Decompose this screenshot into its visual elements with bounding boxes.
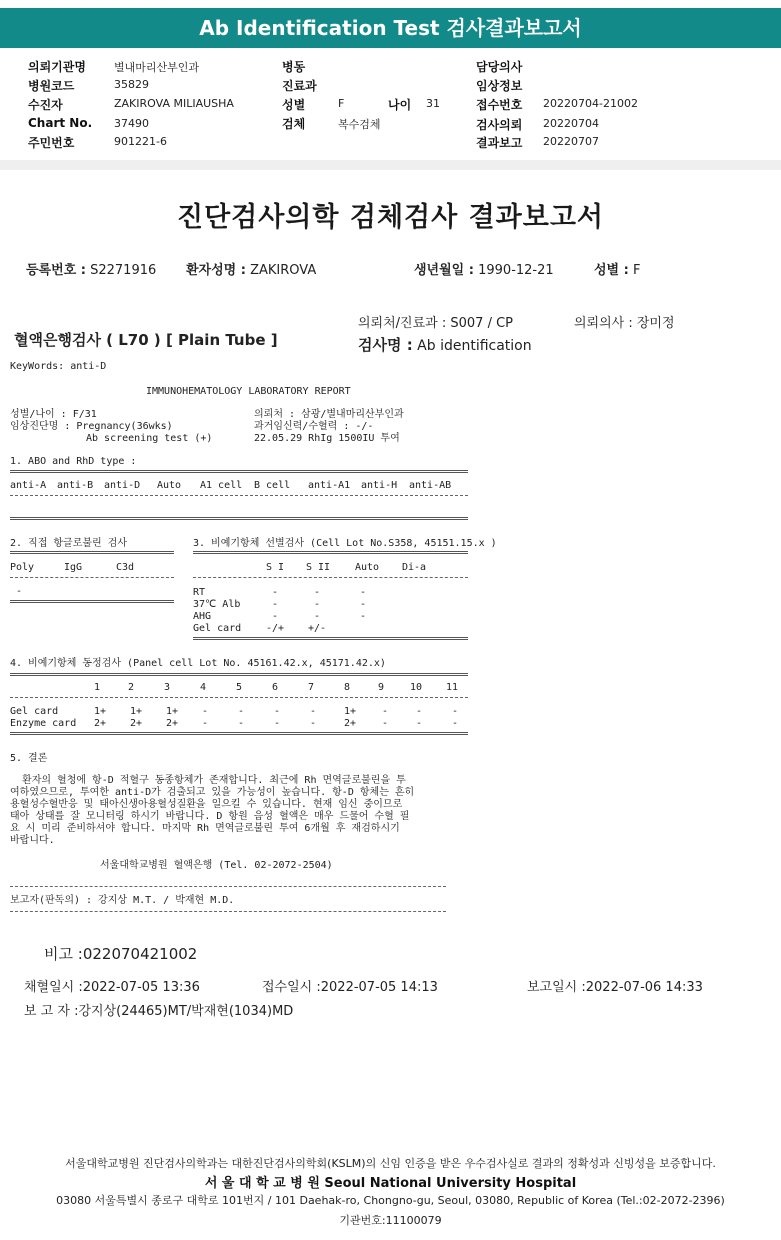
abo-header-5: B cell (254, 480, 291, 491)
requested-value: 20220704 (543, 117, 599, 130)
ward-label: 병동 (282, 60, 306, 74)
birth-date (414, 259, 554, 278)
scr-cell: -/+ (266, 623, 285, 634)
scr-cell: - (314, 611, 321, 622)
rule-double (193, 551, 468, 554)
history: 과거임신력/수혈력 : -/- (254, 421, 374, 432)
scr-cell: - (314, 599, 321, 610)
panel-cell: 2+ (344, 718, 357, 729)
name-label: 환자성명 : (186, 263, 246, 278)
section-1-title: 1. ABO and RhD type : (10, 456, 137, 467)
exam-name (358, 334, 532, 355)
panel-col: 7 (308, 682, 315, 693)
age-value: 31 (426, 97, 440, 110)
rule-double (10, 551, 174, 554)
keywords: KeyWords: anti-D (10, 361, 107, 372)
panel-cell: - (382, 706, 389, 717)
dob-value: 1990-12-21 (478, 263, 554, 278)
reporter (24, 1000, 293, 1019)
panel-cell: - (310, 706, 317, 717)
receipt-value: 20220704-21002 (543, 97, 638, 110)
certification-note: 서울대학교병원 진단검사의학과는 대한진단검사의학회(KSLM)의 신임 인증을 받은 우수검사실로 결과의 정확성과 신빙성을 보증합니다. (65, 1157, 716, 1170)
panel-row-label: Enzyme card (10, 718, 77, 729)
rule-double (193, 637, 468, 640)
panel-cell: - (274, 718, 281, 729)
received-value: 2022-07-05 14:13 (320, 980, 438, 995)
exam-label: 검사명 : (358, 336, 413, 354)
conclusion-line: 바랍니다. (10, 835, 55, 846)
panel-cell: 1+ (166, 706, 179, 717)
rule-dash (193, 577, 468, 578)
collected-label: 채혈일시 : (24, 980, 83, 995)
report-time-value: 2022-07-06 14:33 (585, 980, 703, 995)
scr-cell: - (314, 587, 321, 598)
received-label: 접수일시 : (262, 980, 321, 995)
specimen-value: 복수검체 (338, 118, 381, 131)
sex-age: 성별/나이 : F/31 (10, 409, 97, 420)
panel-col: 8 (344, 682, 351, 693)
panel-cell: 1+ (344, 706, 357, 717)
patient-name (186, 259, 316, 278)
blood-bank-contact: 서울대학교병원 혈액은행 (Tel. 02-2072-2504) (100, 860, 333, 871)
panel-cell: - (238, 706, 245, 717)
panel-cell: - (452, 706, 459, 717)
lab-title: IMMUNOHEMATOLOGY LABORATORY REPORT (146, 386, 351, 397)
hospital-code-value: 35829 (114, 78, 149, 91)
abo-header-2: anti-D (104, 480, 141, 491)
rule-double (10, 673, 468, 676)
panel-cell: - (238, 718, 245, 729)
sex-value: F (338, 97, 345, 110)
hospital-code-label: 병원코드 (28, 79, 75, 93)
section-2-title: 2. 직접 항글로불린 검사 (10, 538, 128, 549)
diagnosis-2: Ab screening test (+) (86, 433, 213, 444)
panel-col: 11 (446, 682, 459, 693)
report-banner: Ab Identification Test 검사결과보고서 (0, 8, 781, 48)
note-label: 비고 : (44, 945, 83, 963)
dat-header-0: Poly (10, 562, 35, 573)
reporter-value: 강지상(24465)MT/박재현(1034)MD (78, 1004, 294, 1019)
abo-header-0: anti-A (10, 480, 47, 491)
scr-cell: - (360, 587, 367, 598)
name-value: ZAKIROVA (250, 263, 317, 278)
panel-cell: - (416, 706, 423, 717)
panel-cell: - (382, 718, 389, 729)
dat-value: - (16, 586, 23, 597)
scr-header-0: S I (266, 562, 285, 573)
chart-label: Chart No. (28, 116, 93, 130)
patient-sex (594, 259, 640, 278)
conclusion-line: 태아 상태를 잘 모니터링 하시기 바랍니다. D 항원 음성 혈액은 매우 드물어 수혈 필 (10, 811, 410, 822)
clinical-label: 임상정보 (476, 79, 523, 93)
panel-col: 6 (272, 682, 279, 693)
age-label: 나이 (388, 98, 412, 112)
scr-cell: +/- (308, 623, 327, 634)
history-2: 22.05.29 RhIg 1500IU 투여 (254, 433, 400, 444)
panel-cell: - (202, 718, 209, 729)
abo-header-4: A1 cell (200, 480, 243, 491)
panel-cell: - (310, 718, 317, 729)
reported-value: 20220707 (543, 135, 599, 148)
report-time-label: 보고일시 : (527, 980, 586, 995)
rrn-value: 901221-6 (114, 135, 167, 148)
request-header (0, 54, 781, 154)
dat-header-1: IgG (64, 562, 83, 573)
panel-cell: 2+ (94, 718, 107, 729)
scr-row-label: Gel card (193, 623, 242, 634)
scr-cell: - (272, 587, 279, 598)
rule-dash (10, 911, 446, 912)
psex-label: 성별 : (594, 263, 629, 278)
requested-label: 검사의뢰 (476, 118, 523, 132)
abo-header-7: anti-H (361, 480, 398, 491)
section-5-title: 5. 결론 (10, 753, 48, 764)
rule-dash (10, 886, 446, 887)
received-time (262, 976, 438, 995)
panel-col: 10 (410, 682, 423, 693)
rule-double (10, 470, 468, 473)
chart-value: 37490 (114, 117, 149, 130)
section-3-title: 3. 비예기항체 선별검사 (Cell Lot No.S358, 45151.15.x ) (193, 538, 497, 549)
section-4-title: 4. 비예기항체 동정검사 (Panel cell Lot No. 45161.42.x, 45171.42.x) (10, 658, 386, 669)
collected-value: 2022-07-05 13:36 (82, 980, 200, 995)
institution-value: 별내마리산부인과 (114, 61, 200, 74)
panel-cell: 2+ (130, 718, 143, 729)
scr-row-label: 37℃ Alb (193, 599, 241, 610)
conclusion-line: 환자의 혈청에 항-D 적혈구 동종항체가 존재합니다. 최근에 Rh 면역글로불린을 투 (10, 775, 406, 786)
report-title: 진단검사의학 검체검사 결과보고서 (176, 202, 605, 233)
panel-col: 9 (378, 682, 385, 693)
note (44, 943, 197, 964)
institution-number: 기관번호:11100079 (339, 1214, 442, 1227)
rule-double (10, 517, 468, 520)
scr-cell: - (360, 611, 367, 622)
panel-cell: 1+ (130, 706, 143, 717)
panel-col: 2 (128, 682, 135, 693)
panel-cell: 2+ (166, 718, 179, 729)
diagnosis-1: 임상진단명 : Pregnancy(36wks) (10, 421, 173, 432)
reg-label: 등록번호 : (26, 263, 86, 278)
request-doctor: 의뢰의사 : 장미정 (574, 316, 675, 331)
section-divider (0, 160, 781, 170)
scr-cell: - (360, 599, 367, 610)
blood-bank-test: 혈액은행검사 ( L70 ) [ Plain Tube ] (14, 331, 278, 349)
dat-header-2: C3d (116, 562, 135, 573)
reporter-label: 보 고 자 : (24, 1004, 79, 1019)
scr-header-3: Di-a (402, 562, 427, 573)
dept-label: 진료과 (282, 79, 317, 93)
conclusion-line: 요 시 미리 준비하셔야 합니다. 마지막 Rh 면역글로불린 투여 6개월 후 재검하시기 (10, 823, 400, 834)
dob-label: 생년월일 : (414, 263, 474, 278)
abo-header-8: anti-AB (409, 480, 452, 491)
rule-dash (10, 495, 468, 496)
referrer: 의뢰처 : 삼광/별내마리산부인과 (254, 409, 404, 420)
abo-header-3: Auto (157, 480, 182, 491)
specimen-label: 검체 (282, 117, 306, 131)
rule-double (10, 600, 174, 603)
hospital-name: 서 울 대 학 교 병 원 Seoul National University Hospital (204, 1176, 577, 1191)
panel-cell: 1+ (94, 706, 107, 717)
reported-label: 결과보고 (476, 136, 523, 150)
conclusion-line: 용혈성수혈반응 및 태아신생아용혈성질환을 일으킬 수 있습니다. 현재 임신 중이므로 (10, 799, 403, 810)
scr-cell: - (272, 611, 279, 622)
panel-col: 5 (236, 682, 243, 693)
report-time (527, 976, 703, 995)
psex-value: F (632, 263, 641, 278)
scr-row-label: RT (193, 587, 206, 598)
hospital-address: 03080 서울특별시 종로구 대학로 101번지 / 101 Daehak-ro, Chongno-gu, Seoul, 03080, Republic of Korea (Tel.:02-2072-2396) (56, 1194, 725, 1207)
panel-col: 4 (200, 682, 207, 693)
rule-dash (10, 577, 174, 578)
scr-row-label: AHG (193, 611, 212, 622)
doctor-label: 담당의사 (476, 60, 523, 74)
panel-col: 3 (164, 682, 171, 693)
rule-dash (10, 697, 468, 698)
abo-header-6: anti-A1 (308, 480, 351, 491)
scr-cell: - (272, 599, 279, 610)
dept-request: 의뢰처/진료과 : S007 / CP (358, 316, 513, 331)
abo-header-1: anti-B (57, 480, 94, 491)
rule-double (10, 732, 468, 735)
panel-cell: - (202, 706, 209, 717)
panel-cell: - (274, 706, 281, 717)
scr-header-2: Auto (355, 562, 380, 573)
exam-value: Ab identification (417, 338, 532, 354)
reporter-line: 보고자(판독의) : 강지상 M.T. / 박재현 M.D. (10, 895, 235, 906)
rrn-label: 주민번호 (28, 136, 75, 150)
scr-header-1: S II (306, 562, 331, 573)
note-value: 022070421002 (82, 945, 198, 963)
reg-value: S2271916 (90, 263, 157, 278)
conclusion-line: 여하였으므로, 투여한 anti-D가 검출되고 있을 가능성이 높습니다. 항-D 항체는 흔히 (10, 787, 415, 798)
panel-row-label: Gel card (10, 706, 59, 717)
panel-cell: - (452, 718, 459, 729)
sex-label: 성별 (282, 98, 306, 112)
patient-value: ZAKIROVA MILIAUSHA (114, 97, 234, 110)
panel-col: 1 (94, 682, 101, 693)
institution-label: 의뢰기관명 (28, 60, 86, 74)
patient-label: 수진자 (28, 98, 63, 112)
reg-no (26, 259, 156, 278)
collected-time (24, 976, 200, 995)
receipt-label: 접수번호 (476, 98, 523, 112)
panel-cell: - (416, 718, 423, 729)
